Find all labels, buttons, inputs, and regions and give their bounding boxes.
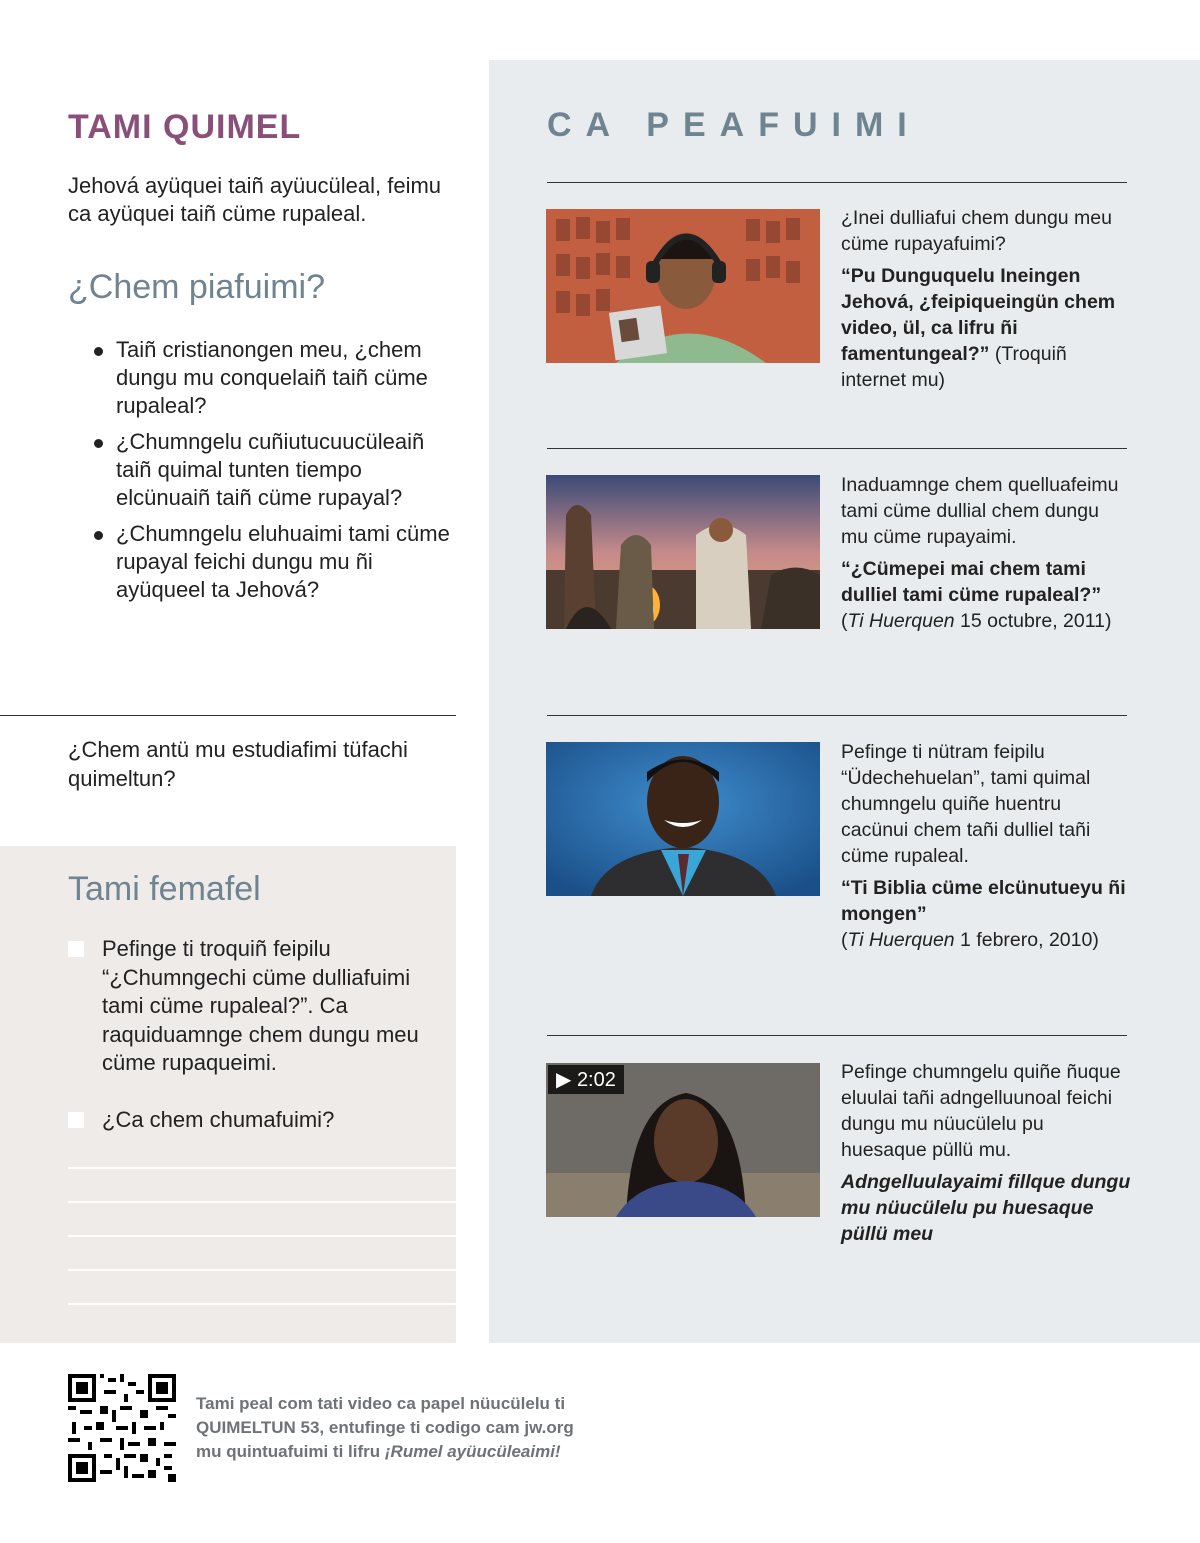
checkbox[interactable] — [68, 941, 84, 957]
challenge-title: Tami femafel — [68, 870, 261, 908]
explore-item-title[interactable]: Adngelluulayaimi fillque dungu mu nüucülelu pu huesaque püllü meu — [841, 1171, 1131, 1245]
write-line[interactable] — [68, 1269, 456, 1271]
challenge-item-text: ¿Ca chem chumafuimi? — [102, 1107, 335, 1132]
smiling-man-image[interactable] — [546, 742, 820, 896]
bullet-icon — [94, 439, 103, 448]
write-line[interactable] — [68, 1303, 456, 1305]
divider — [547, 715, 1127, 716]
challenge-item[interactable] — [68, 1106, 438, 1135]
summary-text: Jehová ayüquei taiñ ayüucüleal, feimu ca ayüquei taiñ cüme rupaleal. — [68, 173, 442, 226]
summary-title: TAMI QUIMEL — [68, 108, 302, 146]
explore-item-ref: (Ti Huerquen 1 febrero, 2010) — [841, 929, 1099, 951]
explore-item-title[interactable]: “Ti Biblia cüme elcünutueyu ñi mongen” — [841, 877, 1126, 925]
review-list — [92, 336, 452, 612]
teen-headphones-image[interactable] — [546, 209, 820, 363]
divider — [547, 1035, 1127, 1036]
footer-text: Tami peal com tati video ca papel nüucülelu ti QUIMELTUN 53, entufinge ti codigo cam jw.org mu quintuafuimi ti lifru ¡Rumel ayüucüleaimi! — [196, 1394, 574, 1461]
divider — [547, 182, 1127, 183]
explore-item-intro: Inaduamnge chem quelluafeimu tami cüme dullial chem dungu mu cüme rupayaimi. — [841, 474, 1119, 548]
woman-video-thumbnail[interactable] — [546, 1063, 820, 1217]
explore-item-text — [841, 1059, 1131, 1253]
explore-item-title[interactable]: “¿Cümepei mai chem tami dulliel tami cüme rupaleal?” — [841, 558, 1102, 606]
review-item: ¿Chumngelu cuñiutucuucüleaiñ taiñ quimal tunten tiempo elcünuaiñ taiñ cüme rupayal? — [92, 428, 452, 512]
divider — [547, 448, 1127, 449]
explore-item-text — [841, 205, 1131, 399]
bullet-icon — [94, 531, 103, 540]
video-duration-badge: ▶ 2:02 — [548, 1065, 624, 1094]
divider — [0, 715, 456, 716]
review-title: ¿Chem piafuimi? — [68, 268, 325, 306]
explore-item-ref: (Ti Huerquen 15 octubre, 2011) — [841, 610, 1112, 632]
write-line[interactable] — [68, 1201, 456, 1203]
review-item: Taiñ cristianongen meu, ¿chem dungu mu conquelaiñ taiñ cüme rupaleal? — [92, 336, 452, 420]
write-line[interactable] — [68, 1167, 456, 1169]
challenge-item-text: Pefinge ti troquiñ feipilu “¿Chumngechi cüme dulliafuimi tami cüme rupaleal?”. Ca raquiduamnge chem dungu meu cüme rupaqueimi. — [102, 936, 419, 1075]
review-item: ¿Chumngelu eluhuaimi tami cüme rupayal feichi dungu mu ñi ayüqueel ta Jehová? — [92, 520, 452, 604]
explore-item-title[interactable]: “Pu Dunguquelu Ineingen Jehová, ¿feipiqueingün chem video, ül, ca lifru ñi famentungeal?” (Troquiñ internet mu) — [841, 265, 1116, 391]
explore-item-intro: Pefinge chumngelu quiñe ñuque eluulai tañi adngelluunoal feichi dungu mu nüucülelu pu huesaque püllü mu. — [841, 1061, 1121, 1161]
challenge-item[interactable] — [68, 935, 438, 1078]
explore-item-text — [841, 739, 1131, 959]
explore-item-text — [841, 472, 1131, 640]
campfire-painting-image[interactable] — [546, 475, 820, 629]
explore-title: CA PEAFUIMI — [547, 106, 921, 144]
write-line[interactable] — [68, 1235, 456, 1237]
bullet-icon — [94, 347, 103, 356]
explore-item-intro: Pefinge ti nütram feipilu “Üdechehuelan”, tami quimal chumngelu quiñe huentru cacünui chem tañi dulliel tañi cüme rupaleal. — [841, 741, 1091, 867]
study-date-question: ¿Chem antü mu estudiafimi tüfachi quimeltun? — [68, 737, 408, 791]
checkbox[interactable] — [68, 1112, 84, 1128]
qr-code-icon[interactable] — [68, 1374, 176, 1482]
explore-item-intro: ¿Inei dulliafui chem dungu meu cüme rupayafuimi? — [841, 207, 1112, 255]
